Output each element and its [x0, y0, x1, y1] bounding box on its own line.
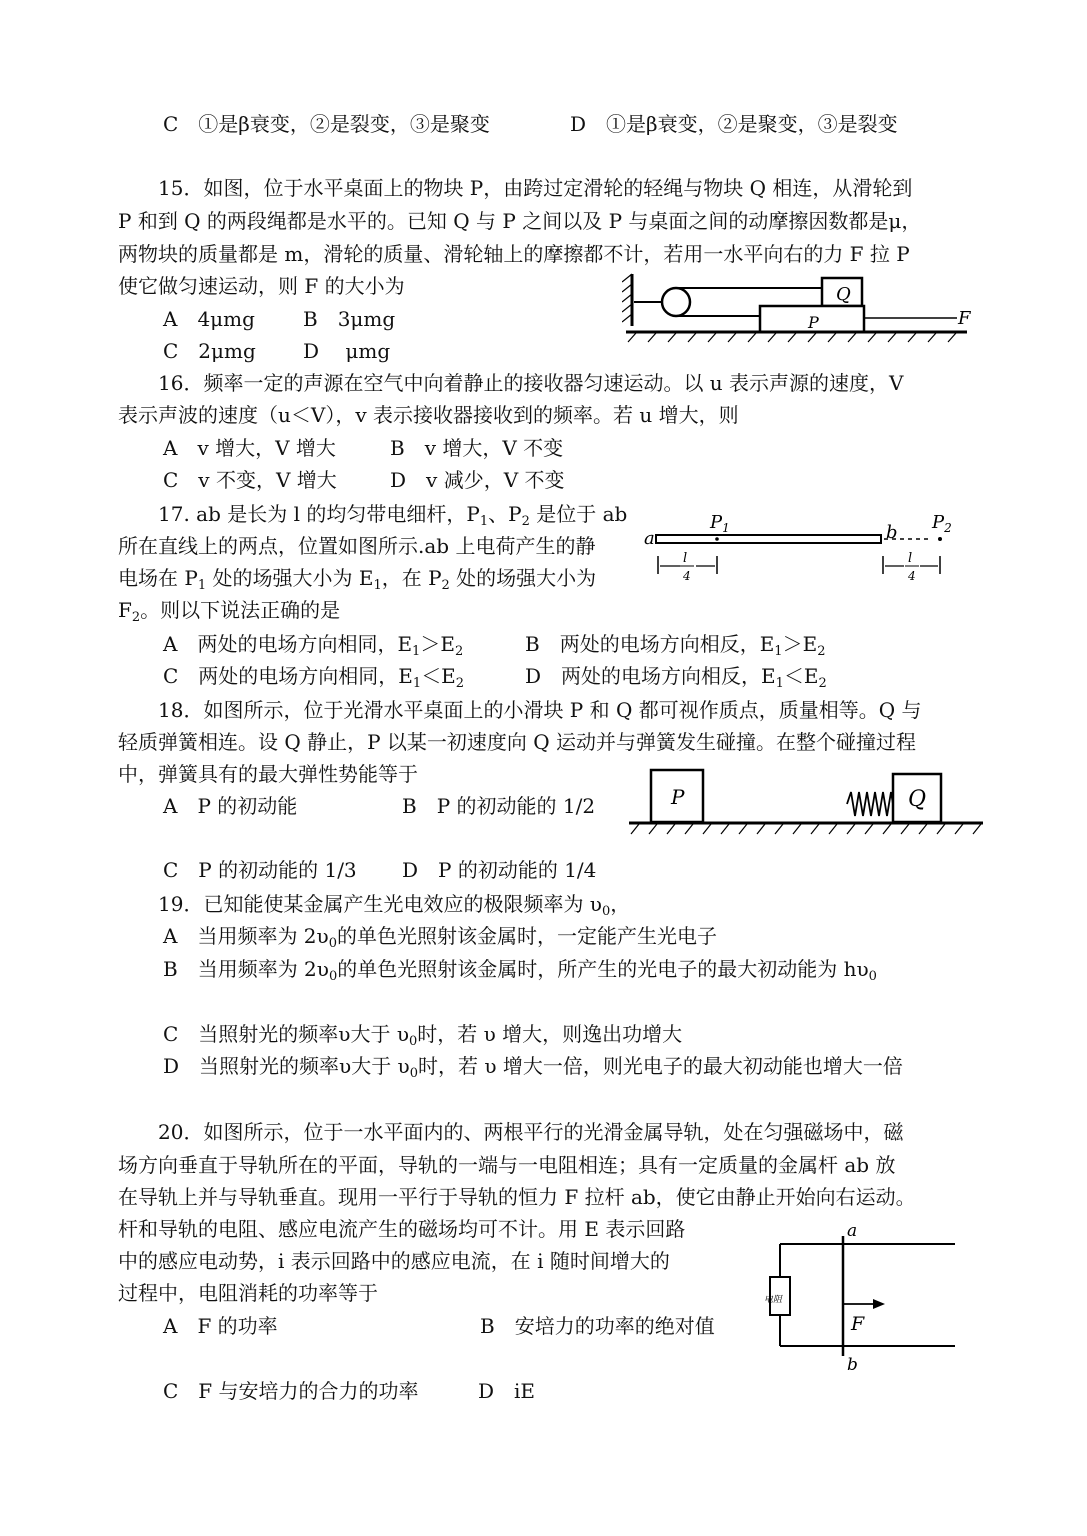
q15-option-a: A 4μmg [163, 307, 255, 331]
q19-stem: 19．已知能使某金属产生光电效应的极限频率为 $\upsilon_0$， [158, 892, 631, 919]
q18-spring-figure [625, 764, 985, 836]
q17-option-b: B 两处的电场方向相反，$E_1>E_2$ [525, 632, 826, 659]
q15-stem-line-3: 两物块的质量都是 m，滑轮的质量、滑轮轴上的摩擦都不计，若用一水平向右的力 F 拉 P [118, 242, 910, 266]
q16-option-c: C v 不变，V 增大 [163, 468, 337, 492]
q17-option-a: A 两处的电场方向相同，$E_1>E_2$ [163, 632, 464, 659]
q20-stem-line-3: 在导轨上并与导轨垂直。现用一平行于导轨的恒力 F 拉杆 ab，使它由静止开始向右运动。 [118, 1185, 916, 1209]
q17-fig-label-b: b [886, 522, 898, 543]
q17-fig-label-a: a [644, 528, 655, 549]
q20-fig-label-b: b [847, 1355, 858, 1372]
q19-option-d: D 当照射光的频率υ大于 $\upsilon_0$时，若 υ 增大一倍，则光电子的最大初动能也增大一倍 [163, 1054, 903, 1081]
q20-circuit-figure [755, 1222, 970, 1372]
q17-fig-label-p1: $P_1$ [710, 512, 730, 535]
q19-option-b: B 当用频率为 $2\upsilon_0$的单色光照射该金属时，所产生的光电子的最大初动能为 $h\upsilon_0$ [163, 957, 877, 984]
q18-option-c: C P 的初动能的 1/3 [163, 858, 357, 882]
q16-stem-line-2: 表示声波的速度（u＜V），v 表示接收器接收到的频率。若 u 增大，则 [118, 403, 739, 427]
q18-fig-label-q: Q [908, 787, 927, 812]
q18-stem-line-3: 中，弹簧具有的最大弹性势能等于 [118, 762, 418, 786]
q15-fig-label-q: Q [836, 284, 851, 305]
q20-stem-line-6: 过程中，电阻消耗的功率等于 [118, 1281, 378, 1305]
q18-fig-label-p: P [671, 785, 685, 809]
svg-text:l: l [683, 551, 688, 566]
q17-rod-figure [640, 506, 970, 586]
q20-option-b: B 安培力的功率的绝对值 [480, 1314, 715, 1338]
q20-option-d: D iE [478, 1379, 536, 1403]
q20-fig-label-f: F [851, 1313, 865, 1335]
svg-text:l: l [908, 551, 913, 566]
q15-stem-line-1: 15．如图，位于水平桌面上的物块 P，由跨过定滑轮的轻绳与物块 Q 相连，从滑轮到 [158, 176, 913, 200]
q17-stem-line-2: 所在直线上的两点，位置如图所示.ab 上电荷产生的静 [118, 534, 596, 558]
q18-stem-line-1: 18．如图所示，位于光滑水平桌面上的小滑块 P 和 Q 都可视作质点，质量相等。Q 与 [158, 698, 922, 722]
q16-stem-line-1: 16．频率一定的声源在空气中向着静止的接收器匀速运动。以 u 表示声源的速度，V [158, 371, 904, 395]
q19-option-c: C 当照射光的频率υ大于 $\upsilon_0$时，若 υ 增大，则逸出功增大 [163, 1022, 683, 1049]
q14-option-d: D ①是β衰变，②是聚变，③是裂变 [570, 112, 898, 136]
q15-option-c: C 2μmg [163, 339, 256, 363]
q15-fig-label-p: P [808, 313, 819, 332]
q19-option-a: A 当用频率为 $2\upsilon_0$的单色光照射该金属时，一定能产生光电子 [163, 924, 717, 951]
q20-option-c: C F 与安培力的合力的功率 [163, 1379, 419, 1403]
q17-option-c: C 两处的电场方向相同，$E_1<E_2$ [163, 664, 465, 691]
svg-text:4: 4 [908, 569, 916, 583]
q17-stem-line-3: 电场在 $P_1$ 处的场强大小为 $E_1$，在 $P_2$ 处的场强大小为 [118, 566, 597, 593]
q15-stem-line-4: 使它做匀速运动，则 F 的大小为 [118, 274, 405, 298]
q17-stem-line-1: 17. ab 是长为 l 的均匀带电细杆，$P_1$、$P_2$ 是位于 ab [158, 502, 628, 529]
q20-fig-label-resistor: 电阻 [764, 1295, 783, 1305]
svg-text:4: 4 [683, 569, 691, 583]
q17-stem-line-4: $F_2$。则以下说法正确的是 [118, 598, 341, 625]
q20-option-a: A F 的功率 [163, 1314, 278, 1338]
q17-fig-label-p2: $P_2$ [932, 512, 952, 535]
q18-option-a: A P 的初动能 [163, 794, 298, 818]
q18-option-d: D P 的初动能的 1/4 [402, 858, 597, 882]
q20-stem-line-2: 场方向垂直于导轨所在的平面，导轨的一端与一电阻相连；具有一定质量的金属杆 ab 放 [118, 1153, 896, 1177]
q20-fig-label-a: a [847, 1222, 858, 1241]
q20-stem-line-1: 20．如图所示，位于一水平面内的、两根平行的光滑金属导轨，处在匀强磁场中，磁 [158, 1120, 904, 1144]
q20-stem-line-5: 中的感应电动势，i 表示回路中的感应电流，在 i 随时间增大的 [118, 1249, 670, 1273]
q17-option-d: D 两处的电场方向相反，$E_1<E_2$ [525, 664, 827, 691]
q18-stem-line-2: 轻质弹簧相连。设 Q 静止，P 以某一初速度向 Q 运动并与弹簧发生碰撞。在整个碰撞过程 [118, 730, 917, 754]
q15-stem-line-2: P 和到 Q 的两段绳都是水平的。已知 Q 与 P 之间以及 P 与桌面之间的动摩擦因数都是μ， [118, 209, 922, 233]
q14-option-c: C ①是β衰变，②是裂变，③是聚变 [163, 112, 490, 136]
q18-option-b: B P 的初动能的 1/2 [402, 794, 596, 818]
q15-fig-label-f: F [958, 308, 971, 329]
q20-stem-line-4: 杆和导轨的电阻、感应电流产生的磁场均可不计。用 E 表示回路 [118, 1217, 686, 1241]
q16-option-b: B v 增大，V 不变 [390, 436, 564, 460]
q15-pulley-figure [622, 270, 982, 350]
q16-option-a: A v 增大，V 增大 [163, 436, 336, 460]
q15-option-d: D μmg [303, 339, 391, 363]
q15-option-b: B 3μmg [303, 307, 396, 331]
q16-option-d: D v 减少，V 不变 [390, 468, 565, 492]
